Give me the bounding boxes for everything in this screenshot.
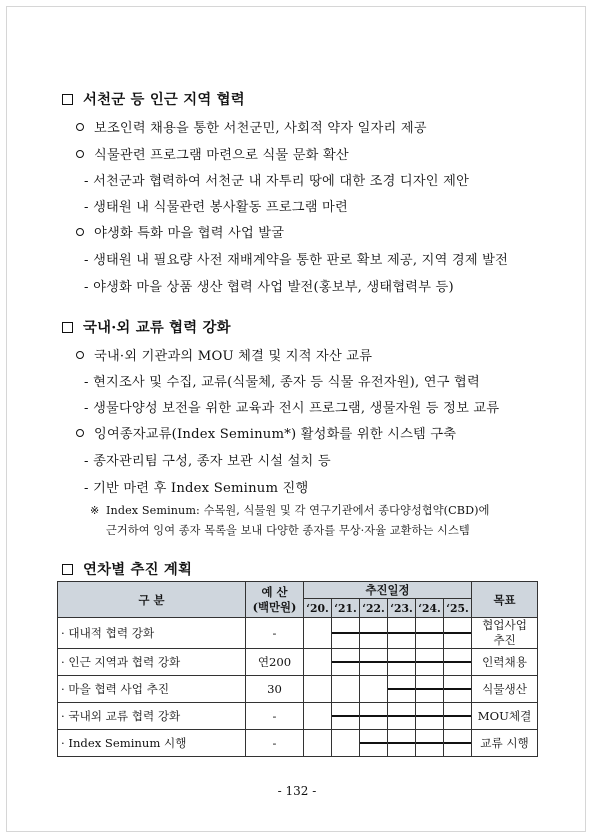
row-budget: - [246,703,304,730]
year-header: ‘20. [304,599,332,618]
schedule-bar [360,742,387,744]
bullet-line: 국내·외 기관과의 MOU 체결 및 지적 자산 교류 [76,345,372,364]
circle-bullet-icon [76,228,84,236]
schedule-bar [444,632,471,634]
schedule-cell [388,703,416,730]
schedule-cell [360,703,388,730]
schedule-bar [388,632,415,634]
circle-bullet-icon [76,351,84,359]
schedule-cell [416,703,444,730]
sub-bullet-line: - 생태원 내 필요량 사전 재배계약을 통한 판로 확보 제공, 지역 경제 발전 [84,253,509,268]
schedule-bar [444,715,471,717]
section-heading-2: 국내·외 교류 협력 강화 [62,316,231,337]
year-header: ‘22. [360,599,388,618]
schedule-cell [444,649,472,676]
schedule-cell [332,676,360,703]
row-item: · 국내외 교류 협력 강화 [58,703,246,730]
schedule-bar [360,661,387,663]
schedule-cell [416,649,444,676]
schedule-bar [416,742,443,744]
sub-bullet-line: - 종자관리팀 구성, 종자 보관 시설 설치 등 [84,454,331,469]
schedule-cell [388,730,416,757]
schedule-bar [444,661,471,663]
row-goal: 인력채용 [472,649,538,676]
year-header: ‘24. [416,599,444,618]
schedule-cell [444,618,472,649]
schedule-cell [332,703,360,730]
bullet-line: 잉여종자교류(Index Seminum*) 활성화를 위한 시스템 구축 [76,423,456,442]
header-goal: 목표 [472,582,538,618]
row-goal: 교류 시행 [472,730,538,757]
schedule-cell [332,618,360,649]
row-goal: MOU체결 [472,703,538,730]
checkbox-square-icon [62,94,73,105]
row-budget: 30 [246,676,304,703]
schedule-cell [388,649,416,676]
schedule-cell [304,703,332,730]
schedule-cell [388,676,416,703]
row-item: · 마을 협력 사업 추진 [58,676,246,703]
year-header: ‘25. [444,599,472,618]
sub-bullet-line: - 야생화 마을 상품 생산 협력 사업 발전(홍보부, 생태협력부 등) [84,280,454,295]
schedule-cell [444,703,472,730]
row-budget: - [246,730,304,757]
header-category: 구 분 [58,582,246,618]
schedule-bar [444,742,471,744]
sub-bullet-line: - 기반 마련 후 Index Seminum 진행 [84,481,309,496]
schedule-bar [388,661,415,663]
schedule-cell [444,730,472,757]
reference-mark: ※ [90,504,100,517]
schedule-cell [416,618,444,649]
row-budget: - [246,618,304,649]
footnote-line-1: ※ Index Seminum: 수목원, 식물원 및 각 연구기관에서 종다양성협약(CBD)에 [90,504,490,517]
schedule-bar [416,632,443,634]
schedule-cell [332,649,360,676]
schedule-bar [416,661,443,663]
schedule-cell [360,676,388,703]
schedule-cell [416,730,444,757]
row-goal: 협업사업 추진 [472,618,538,649]
schedule-bar [416,715,443,717]
schedule-cell [304,730,332,757]
section-heading-3: 연차별 추진 계획 [62,558,192,579]
footnote-line-2: 근거하여 잉여 종자 목록을 보내 다양한 종자를 무상·자율 교환하는 시스템 [106,524,470,537]
table-row [58,649,538,676]
circle-bullet-icon [76,429,84,437]
schedule-bar [332,715,359,717]
row-item: · 대내적 협력 강화 [58,618,246,649]
page-number: - 132 - [277,784,317,798]
circle-bullet-icon [76,123,84,131]
bullet-line: 식물관련 프로그램 마련으로 식물 문화 확산 [76,144,349,163]
sub-bullet-line: - 현지조사 및 수집, 교류(식물체, 종자 등 식물 유전자원), 연구 협력 [84,375,480,390]
schedule-bar [416,688,443,690]
schedule-bar [388,688,415,690]
header-schedule: 추진일정 [304,582,472,599]
bullet-line: 보조인력 채용을 통한 서천군민, 사회적 약자 일자리 제공 [76,117,427,136]
annual-plan-table [57,581,538,757]
schedule-cell [416,676,444,703]
checkbox-square-icon [62,564,73,575]
schedule-cell [360,618,388,649]
schedule-bar [388,742,415,744]
row-item: · Index Seminum 시행 [58,730,246,757]
header-budget: 예 산 (백만원) [246,582,304,618]
row-goal: 식물생산 [472,676,538,703]
schedule-bar [360,715,387,717]
schedule-cell [360,649,388,676]
schedule-cell [332,730,360,757]
row-budget: 연200 [246,649,304,676]
schedule-bar [360,632,387,634]
schedule-bar [332,661,359,663]
circle-bullet-icon [76,150,84,158]
schedule-bar [388,715,415,717]
schedule-cell [304,618,332,649]
bullet-line: 야생화 특화 마을 협력 사업 발굴 [76,222,284,241]
schedule-cell [360,730,388,757]
year-header: ‘23. [388,599,416,618]
schedule-bar [444,688,471,690]
sub-bullet-line: - 생태원 내 식물관련 봉사활동 프로그램 마련 [84,200,348,215]
table-row [58,730,538,757]
table-row [58,703,538,730]
schedule-bar [332,632,359,634]
year-header: ‘21. [332,599,360,618]
row-item: · 인근 지역과 협력 강화 [58,649,246,676]
table-row [58,676,538,703]
schedule-cell [304,649,332,676]
schedule-cell [304,676,332,703]
table-row [58,618,538,649]
checkbox-square-icon [62,322,73,333]
section-heading-1: 서천군 등 인근 지역 협력 [62,88,245,109]
schedule-cell [444,676,472,703]
sub-bullet-line: - 서천군과 협력하여 서천군 내 자투리 땅에 대한 조경 디자인 제안 [84,174,470,189]
schedule-cell [388,618,416,649]
sub-bullet-line: - 생물다양성 보전을 위한 교육과 전시 프로그램, 생물자원 등 정보 교류 [84,401,500,416]
